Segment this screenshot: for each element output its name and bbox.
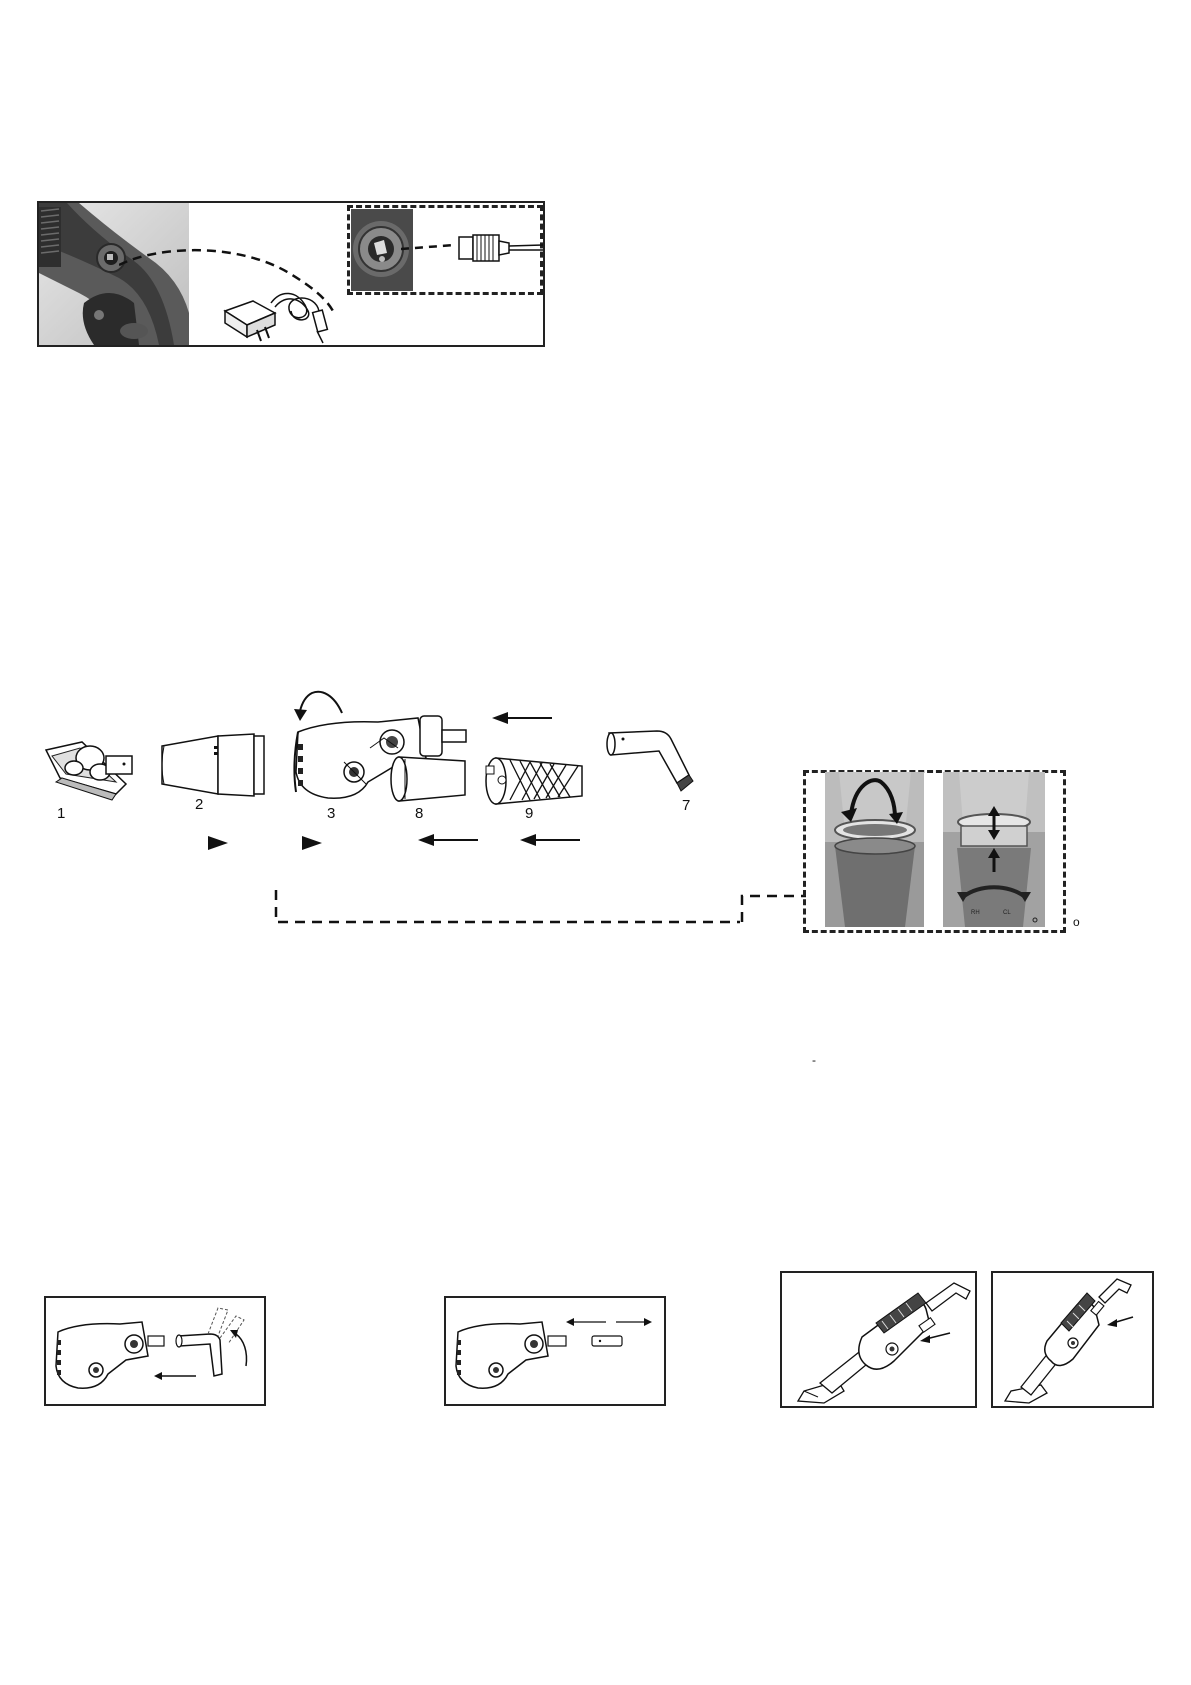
power-adapter-icon [219,283,339,345]
pole-attach-angled-figure [780,1271,977,1408]
handle-rotate-icon [50,1304,260,1400]
part-label-8: 8 [415,805,424,822]
pole-attach-angled-icon [784,1275,975,1406]
part-label-2: 2 [195,796,204,813]
arrow-left-8 [418,832,480,848]
filter-twist-photo [825,772,924,927]
part-label-3: 3 [327,805,336,822]
charging-figure [37,201,545,347]
svg-text:RH: RH [971,910,980,916]
detail-corner-mark: o [1073,915,1080,929]
handle-slide-icon [450,1304,660,1400]
filter-cup-icon [385,753,470,805]
part-label-1: 1 [57,805,66,822]
brush-head-icon [42,728,142,804]
handle-slide-figure [444,1296,666,1406]
detail-connector-dashed [270,890,810,930]
stray-dash-mark: - [812,1053,816,1067]
svg-text:CL: CL [1003,910,1011,916]
part-label-7: 7 [682,797,691,814]
dc-plug-icon [401,229,543,269]
arrow-left-9 [520,832,582,848]
arrowhead-right-2 [302,836,322,850]
part-label-9: 9 [525,805,534,822]
extension-cone-icon [158,730,268,800]
filter-lock-photo [943,772,1045,927]
detail-connector-dashed-up [740,888,810,928]
filter-cartridge-icon [478,752,588,810]
pole-attach-upright-icon [995,1275,1152,1406]
pole-attach-upright-figure [991,1271,1154,1408]
arrowhead-right-1 [208,836,228,850]
arrow-left-top [492,710,554,726]
handle-rotate-figure [44,1296,266,1406]
handle-adapter-icon [605,725,695,795]
